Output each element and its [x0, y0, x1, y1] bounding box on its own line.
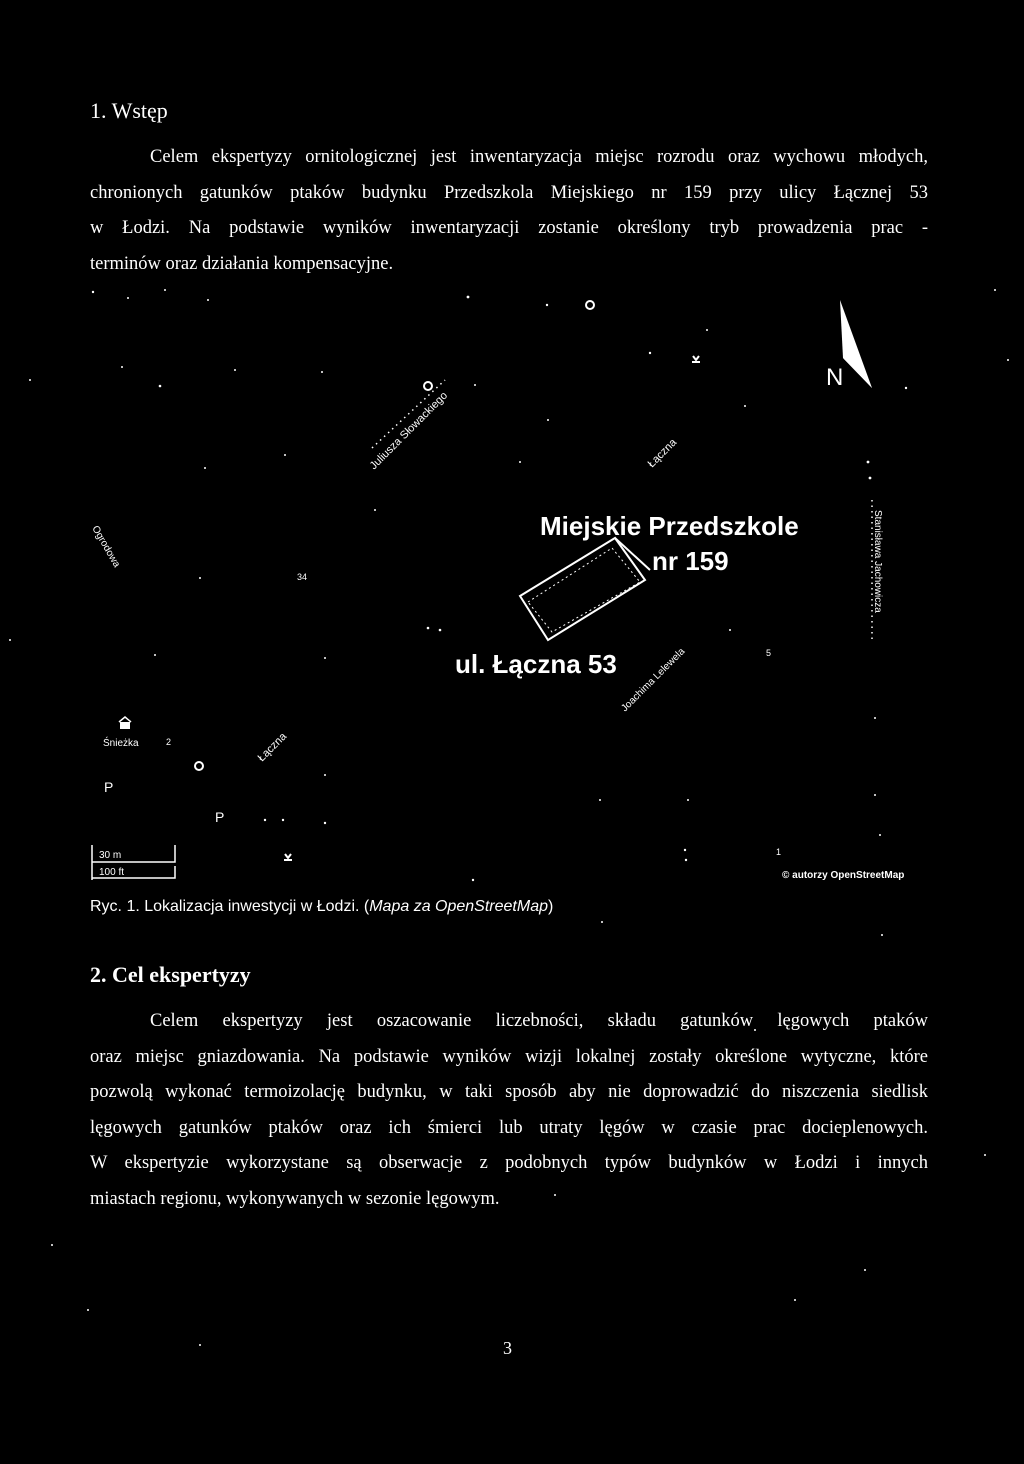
scale-imperial: 100 ft: [99, 867, 125, 878]
street-dotted-edge: [372, 380, 872, 640]
section2-line: oraz miejsc gniazdowania. Na podstawie wyników wizji lokalnej zostały określone wytyczne, które: [90, 1046, 928, 1067]
caption-italic: Mapa za OpenStreetMap: [369, 898, 548, 915]
section2-paragraph: [90, 1004, 928, 1217]
map-title-line2: nr 159: [652, 546, 729, 576]
scale-metric: 30 m: [99, 850, 122, 861]
section1-line: Celem ekspertyzy ornitologicznej jest inwentaryzacja miejsc rozrodu oraz wychowu młodych,: [150, 147, 928, 167]
recycling-icon: [195, 301, 594, 770]
north-arrow-icon: [840, 300, 872, 388]
figure-caption: [90, 898, 553, 916]
page-number: 3: [503, 1338, 512, 1358]
section2-heading: 2. Cel ekspertyzy: [90, 962, 251, 987]
section1-heading: 1. Wstęp: [90, 98, 168, 123]
building-footprint: [520, 538, 650, 640]
house-number: 5: [766, 648, 772, 658]
map-address: ul. Łączna 53: [455, 649, 617, 679]
caption-suffix: ): [547, 898, 554, 915]
street-label-lelewela: Joachima Lelewela: [619, 646, 688, 715]
house-number: 2: [166, 737, 172, 747]
street-label-slowackiego: Juliusza Słowackiego: [367, 389, 451, 473]
street-label-jachowicza: Stanisława Jachowicza: [872, 510, 883, 613]
section2-line: miastach regionu, wykonywanych w sezonie lęgowym.: [90, 1188, 500, 1209]
caption-prefix: Ryc. 1. Lokalizacja inwestycji w Łodzi. (: [90, 898, 370, 915]
bus-stop-icon: [284, 356, 700, 860]
map-copyright: © autorzy OpenStreetMap: [782, 870, 905, 881]
map-title-line1: Miejskie Przedszkole: [540, 511, 799, 541]
house-number: 1: [776, 847, 782, 857]
parking-label: P: [215, 809, 225, 825]
section1-line: w Łodzi. Na podstawie wyników inwentaryzacji zostanie określony tryb prowadzenia prac -: [90, 218, 928, 238]
section2-line: W ekspertyzie wykorzystane są obserwacje z podobnych typów budynków w Łodzi i innych: [90, 1153, 928, 1173]
section1-line: terminów oraz działania kompensacyjne.: [90, 253, 394, 274]
street-label-left-edge: Ogrodowa: [89, 524, 122, 570]
section2-line: Celem ekspertyzy jest oszacowanie liczebności, składu gatunków lęgowych ptaków: [150, 1011, 928, 1031]
house-number: 34: [297, 572, 308, 582]
section2-line: pozwolą wykonać termoizolację budynku, w taki sposób aby nie doprowadzić do niszczenia siedlisk: [90, 1082, 928, 1102]
section1-line: chronionych gatunków ptaków budynku Przedszkola Miejskiego nr 159 przy ulicy Łącznej 53: [90, 182, 928, 203]
section2-line: lęgowych gatunków ptaków oraz ich śmierci lub utraty lęgów w czasie prac docieplenowych.: [90, 1117, 928, 1138]
poi-sniezka: Śnieżka: [103, 738, 139, 749]
parking-label: P: [104, 779, 114, 795]
shop-icon: [119, 717, 131, 729]
north-label: N: [826, 364, 844, 391]
street-label-laczna-top: Łączna: [645, 436, 680, 471]
street-label-laczna-bottom: Łączna: [255, 730, 290, 765]
